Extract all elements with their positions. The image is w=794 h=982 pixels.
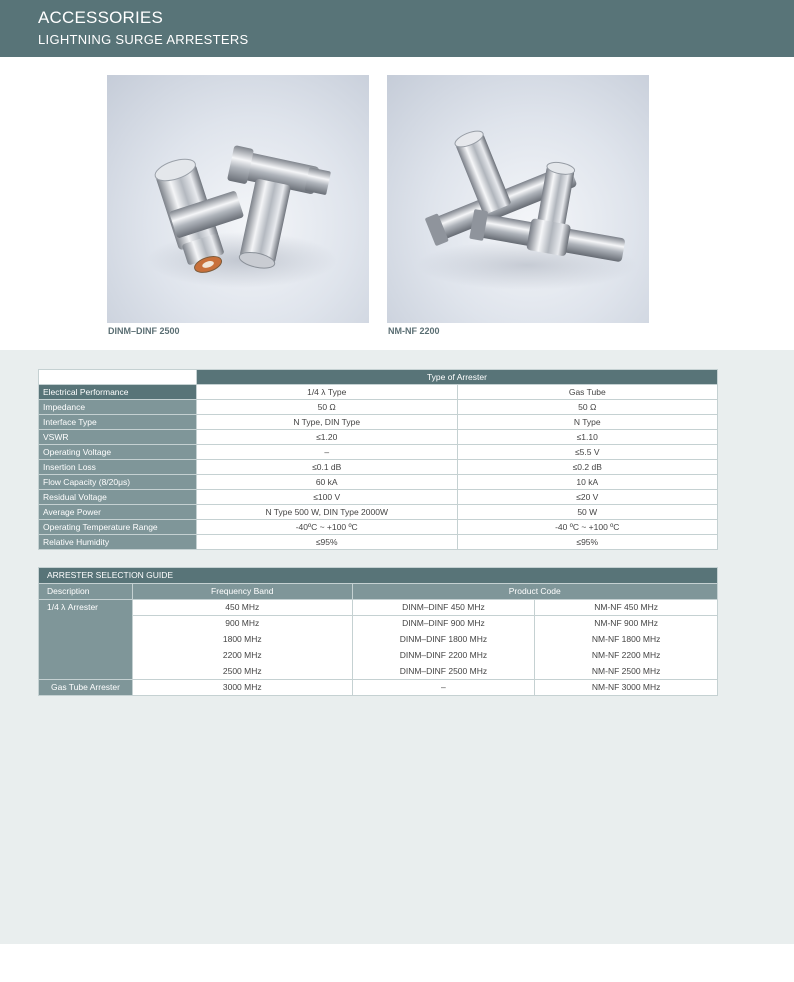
cell-quarter-wave: ≤1.20 <box>196 430 457 445</box>
row-label: Flow Capacity (8/20μs) <box>39 475 197 490</box>
cell-quarter-wave: 50 Ω <box>196 400 457 415</box>
cell-din-code: DINM–DINF 1800 MHz <box>352 632 535 648</box>
table-row <box>39 600 718 616</box>
page-header <box>0 0 794 57</box>
cell-gas-tube: ≤0.2 dB <box>457 460 717 475</box>
product-photo-dinm-dinf <box>107 75 369 323</box>
cell-quarter-wave: N Type, DIN Type <box>196 415 457 430</box>
table-row <box>39 460 718 475</box>
table-row <box>39 520 718 535</box>
cell-nm-code: NM-NF 1800 MHz <box>535 632 718 648</box>
cell-nm-code: NM-NF 900 MHz <box>535 616 718 632</box>
frequency-band-header: Frequency Band <box>132 584 352 600</box>
table-row <box>39 400 718 415</box>
row-label: Residual Voltage <box>39 490 197 505</box>
cell-frequency: 900 MHz <box>132 616 352 632</box>
description-header: Description <box>39 584 133 600</box>
row-label: Operating Voltage <box>39 445 197 460</box>
electrical-performance-header: Electrical Performance <box>39 385 197 400</box>
table-row <box>39 415 718 430</box>
row-label: VSWR <box>39 430 197 445</box>
cell-nm-code: NM-NF 3000 MHz <box>535 680 718 696</box>
quarter-wave-header: 1/4 λ Type <box>196 385 457 400</box>
row-label: Relative Humidity <box>39 535 197 550</box>
cell-frequency: 2500 MHz <box>132 664 352 680</box>
cell-gas-tube: ≤1.10 <box>457 430 717 445</box>
table-row <box>39 490 718 505</box>
table-header-row <box>39 370 718 385</box>
guide-title-row <box>39 568 718 584</box>
cell-quarter-wave: ≤95% <box>196 535 457 550</box>
product-code-header: Product Code <box>352 584 717 600</box>
table-row <box>39 445 718 460</box>
table-row <box>39 616 718 632</box>
group-label-gas-tube: Gas Tube Arrester <box>39 680 133 696</box>
cell-din-code: DINM–DINF 900 MHz <box>352 616 535 632</box>
cell-din-code: – <box>352 680 535 696</box>
type-of-arrester-header: Type of Arrester <box>196 370 717 385</box>
cell-quarter-wave: ≤0.1 dB <box>196 460 457 475</box>
section-subtitle: LIGHTNING SURGE ARRESTERS <box>38 32 249 47</box>
product-photo-nm-nf <box>387 75 649 323</box>
cell-quarter-wave: N Type 500 W, DIN Type 2000W <box>196 505 457 520</box>
cell-gas-tube: 10 kA <box>457 475 717 490</box>
table-row <box>39 430 718 445</box>
table-row <box>39 505 718 520</box>
table-row <box>39 648 718 664</box>
cell-gas-tube: -40 ºC ~ +100 ºC <box>457 520 717 535</box>
cell-quarter-wave: – <box>196 445 457 460</box>
row-label: Impedance <box>39 400 197 415</box>
table-row <box>39 680 718 696</box>
table-row <box>39 664 718 680</box>
cell-gas-tube: ≤20 V <box>457 490 717 505</box>
group-label-quarter-wave: 1/4 λ Arrester <box>39 600 133 680</box>
cell-gas-tube: ≤95% <box>457 535 717 550</box>
cell-din-code: DINM–DINF 2500 MHz <box>352 664 535 680</box>
cell-nm-code: NM-NF 450 MHz <box>535 600 718 616</box>
product-caption-2: NM-NF 2200 <box>388 326 440 336</box>
cell-gas-tube: N Type <box>457 415 717 430</box>
cell-quarter-wave: ≤100 V <box>196 490 457 505</box>
row-label: Insertion Loss <box>39 460 197 475</box>
table-corner <box>39 370 197 385</box>
row-label: Operating Temperature Range <box>39 520 197 535</box>
selection-guide-table <box>38 567 718 696</box>
cell-gas-tube: ≤5.5 V <box>457 445 717 460</box>
table-row <box>39 632 718 648</box>
cell-din-code: DINM–DINF 2200 MHz <box>352 648 535 664</box>
table-row <box>39 535 718 550</box>
row-label: Average Power <box>39 505 197 520</box>
cell-gas-tube: 50 Ω <box>457 400 717 415</box>
cell-nm-code: NM-NF 2200 MHz <box>535 648 718 664</box>
row-label: Interface Type <box>39 415 197 430</box>
guide-header-row <box>39 584 718 600</box>
cell-frequency: 3000 MHz <box>132 680 352 696</box>
cell-quarter-wave: 60 kA <box>196 475 457 490</box>
product-caption-1: DINM–DINF 2500 <box>108 326 180 336</box>
gas-tube-header: Gas Tube <box>457 385 717 400</box>
table-subheader-row <box>39 385 718 400</box>
cell-quarter-wave: -40ºC ~ +100 ºC <box>196 520 457 535</box>
guide-title: ARRESTER SELECTION GUIDE <box>39 568 718 584</box>
cell-frequency: 2200 MHz <box>132 648 352 664</box>
cell-gas-tube: 50 W <box>457 505 717 520</box>
cell-nm-code: NM-NF 2500 MHz <box>535 664 718 680</box>
cell-frequency: 450 MHz <box>132 600 352 616</box>
section-title: ACCESSORIES <box>38 8 164 27</box>
electrical-performance-table <box>38 369 718 550</box>
cell-frequency: 1800 MHz <box>132 632 352 648</box>
table-row <box>39 475 718 490</box>
cell-din-code: DINM–DINF 450 MHz <box>352 600 535 616</box>
